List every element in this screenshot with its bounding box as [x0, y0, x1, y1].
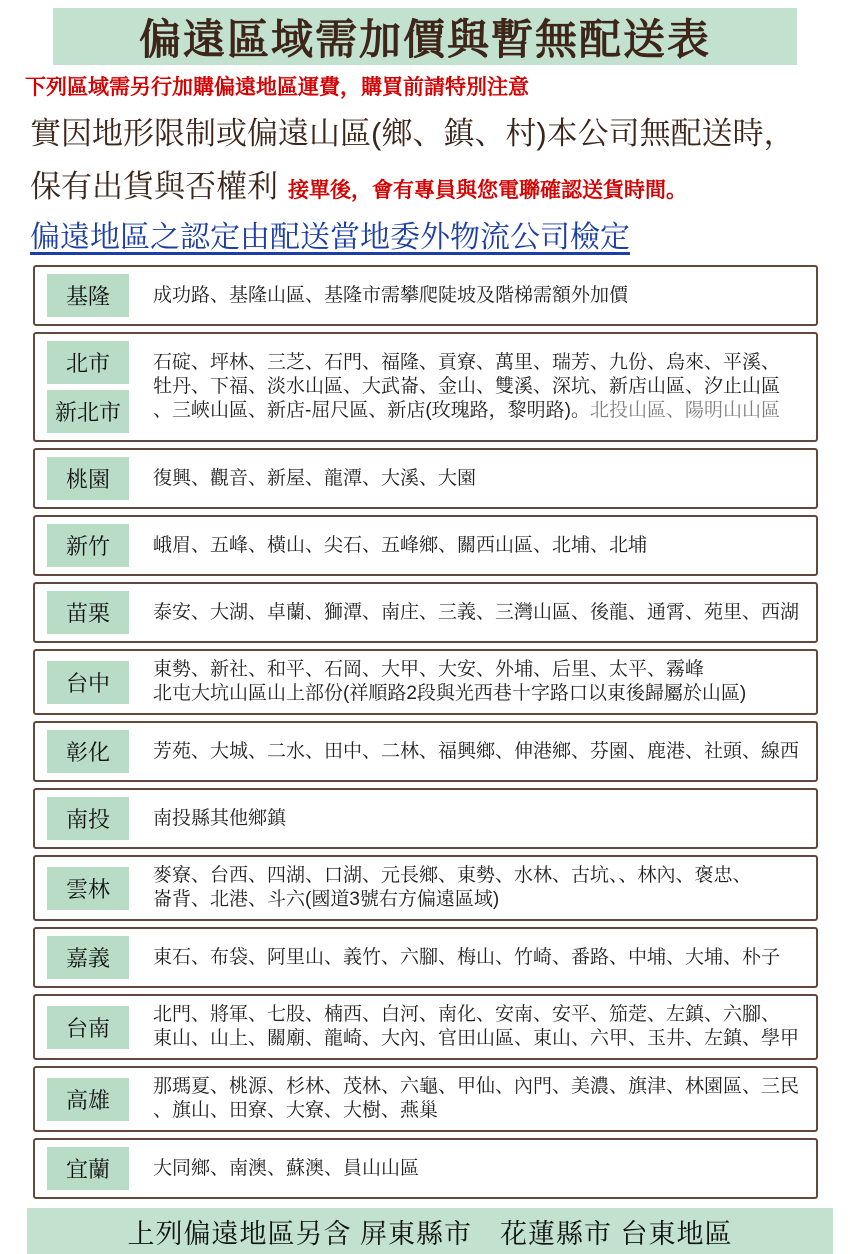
region-label-column [47, 797, 129, 840]
region-areas-line [153, 1157, 808, 1181]
header-banner [53, 8, 797, 65]
region-areas-text: 、旗山、田寮、大寮、大樹、燕巢 [153, 1100, 439, 1121]
region-areas-text: 東山、山上、關廟、龍崎、大內、官田山區、東山、六甲、玉井、左鎮、學甲 [153, 1028, 800, 1049]
region-areas-text: 石碇、坪林、三芝、石門、福隆、貢寮、萬里、瑞芳、九份、烏來、平溪、 [153, 352, 781, 373]
region-label: 台中 [47, 661, 129, 704]
region-label-column [47, 867, 129, 910]
region-label: 南投 [47, 797, 129, 840]
policy-statement-line2 [30, 161, 850, 206]
region-areas-text: 崙背、北港、斗六(國道3號右方偏遠區域) [153, 889, 500, 910]
region-areas [153, 467, 808, 491]
region-areas [153, 740, 808, 764]
region-areas-line [153, 1099, 808, 1123]
region-areas-line [153, 864, 808, 888]
region-row [33, 265, 818, 326]
region-label: 雲林 [47, 867, 129, 910]
page-title: 偏遠區域需加價與暫無配送表 [138, 15, 711, 63]
region-table [33, 265, 818, 1199]
region-areas [153, 1003, 808, 1051]
region-label-column [47, 524, 129, 567]
policy-statement-line2-red: 接單後，會有專員與您電聯確認送貨時間。 [288, 178, 687, 202]
region-areas-text: 那瑪夏、桃源、杉林、茂林、六龜、甲仙、內門、美濃、旗津、林園區、三民 [153, 1076, 800, 1097]
region-areas-line [153, 946, 808, 970]
region-areas-text: 芳苑、大城、二水、田中、二林、福興鄉、伸港鄉、芬園、鹿港、社頭、線西 [153, 740, 800, 762]
region-areas-line [153, 807, 808, 831]
red-warning-text: 下列區域需另行加購偏遠地區運費，購買前請特別注意 [25, 75, 529, 99]
region-row [33, 1066, 818, 1132]
region-areas-line [153, 1003, 808, 1027]
region-label: 嘉義 [47, 936, 129, 979]
region-row [33, 927, 818, 988]
remote-area-surcharge-sheet [0, 8, 850, 1249]
region-areas-line [153, 375, 808, 399]
region-areas [153, 946, 808, 970]
region-label: 桃園 [47, 457, 129, 500]
region-areas-line [153, 399, 808, 423]
region-areas [153, 534, 808, 558]
region-label-column [47, 730, 129, 773]
region-label-column [47, 591, 129, 634]
region-areas-line [153, 601, 808, 625]
policy-statement-line1: 實因地形限制或偏遠山區(鄉、鎮、村)本公司無配送時， [30, 116, 795, 151]
region-label-column [47, 274, 129, 317]
region-areas-text: 泰安、大湖、卓蘭、獅潭、南庄、三義、三灣山區、後龍、通霄、苑里、西湖 [153, 601, 800, 623]
footer-banner [27, 1208, 833, 1254]
region-row [33, 721, 818, 782]
region-row [33, 994, 818, 1060]
region-areas-line [153, 351, 808, 375]
region-label: 新竹 [47, 524, 129, 567]
policy-statement-line2-dark: 保有出貨與否權利 [30, 169, 278, 204]
region-label: 高雄 [47, 1078, 129, 1121]
region-areas-line [153, 534, 808, 558]
region-areas [153, 807, 808, 831]
region-row [33, 515, 818, 576]
region-areas-line [153, 467, 808, 491]
region-areas-text: 牡丹、下福、淡水山區、大武崙、金山、雙溪、深坑、新店山區、汐止山區 [153, 376, 781, 397]
region-areas-text: 大同鄉、南澳、蘇澳、員山山區 [153, 1157, 420, 1179]
region-row [33, 1138, 818, 1199]
region-areas [153, 284, 808, 308]
region-areas-text: 北門、將軍、七股、楠西、白河、南化、安南、安平、笳萣、左鎮、六腳、 [153, 1004, 781, 1025]
region-label: 台南 [47, 1006, 129, 1049]
region-label: 北市 [47, 341, 129, 384]
region-row [33, 332, 818, 442]
blue-verification-note: 偏遠地區之認定由配送當地委外物流公司檢定 [30, 221, 630, 254]
region-label-column [47, 457, 129, 500]
region-areas-text: 東石、布袋、阿里山、義竹、六腳、梅山、竹崎、番路、中埔、大埔、朴子 [153, 946, 781, 968]
region-areas [153, 1157, 808, 1181]
region-areas [153, 658, 808, 706]
region-areas-text: 南投縣其他鄉鎮 [153, 807, 287, 829]
region-areas-line [153, 1075, 808, 1099]
region-areas [153, 351, 808, 423]
region-row [33, 788, 818, 849]
region-label-column [47, 1147, 129, 1190]
region-row [33, 855, 818, 921]
region-areas-line [153, 740, 808, 764]
region-label-column [47, 936, 129, 979]
region-label: 彰化 [47, 730, 129, 773]
region-areas-text-gray: 北投山區、陽明山山區 [589, 400, 780, 421]
region-areas-text: 東勢、新社、和平、石岡、大甲、大安、外埔、后里、太平、霧峰 [153, 659, 705, 680]
region-row [33, 582, 818, 643]
region-areas-text: 、三峽山區、新店-屈尺區、新店(玫瑰路，黎明路)。 [153, 400, 590, 421]
region-areas-line [153, 284, 808, 308]
region-row [33, 649, 818, 715]
region-areas [153, 601, 808, 625]
region-areas-line [153, 658, 808, 682]
region-label-column [47, 1078, 129, 1121]
region-areas [153, 864, 808, 912]
region-areas-text: 復興、觀音、新屋、龍潭、大溪、大園 [153, 467, 477, 489]
region-label: 新北市 [47, 390, 129, 433]
region-areas-line [153, 888, 808, 912]
region-label-column [47, 1006, 129, 1049]
region-label-column [47, 661, 129, 704]
region-row [33, 448, 818, 509]
region-areas-text: 北屯大坑山區山上部份(祥順路2段與光西巷十字路口以東後歸屬於山區) [153, 683, 747, 704]
region-areas-text: 成功路、基隆山區、基隆市需攀爬陡坡及階梯需額外加價 [153, 284, 629, 306]
region-label: 苗栗 [47, 591, 129, 634]
region-areas-text: 峨眉、五峰、橫山、尖石、五峰鄉、關西山區、北埔、北埔 [153, 534, 648, 556]
region-areas-line [153, 682, 808, 706]
region-areas [153, 1075, 808, 1123]
region-label: 宜蘭 [47, 1147, 129, 1190]
footer-note: 上列偏遠地區另含 屏東縣市 花蓮縣市 台東地區 [127, 1218, 733, 1249]
region-areas-text: 麥寮、台西、四湖、口湖、元長鄉、東勢、水林、古坑、、林內、褒忠、 [153, 865, 752, 886]
region-label-column [47, 341, 129, 433]
region-areas-line [153, 1027, 808, 1051]
region-label: 基隆 [47, 274, 129, 317]
